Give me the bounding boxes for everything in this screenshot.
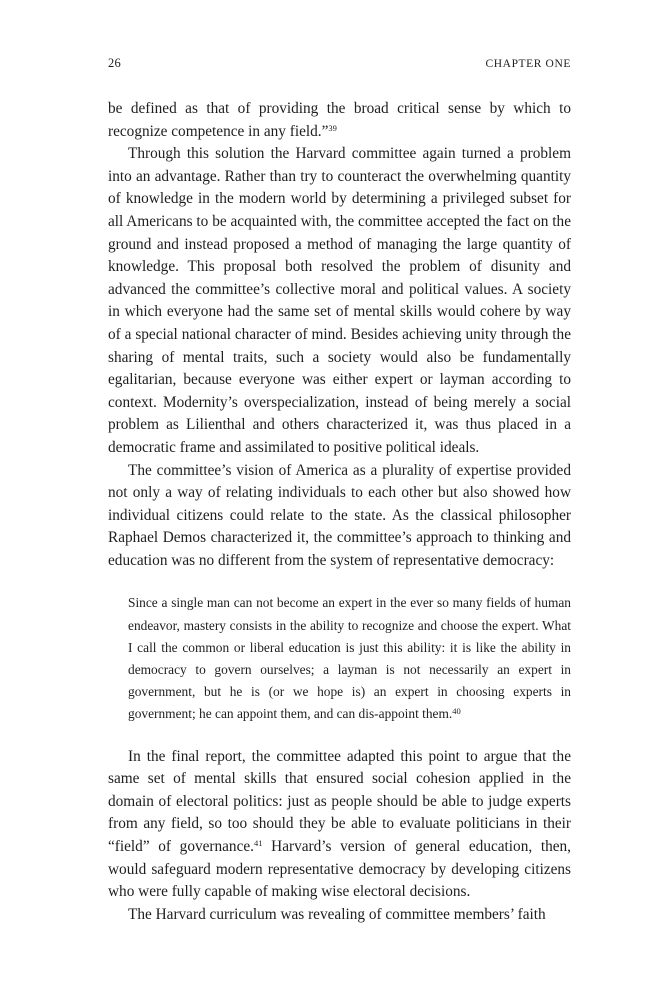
- body-text: [108, 98, 571, 926]
- paragraph-5: The Harvard curriculum was revealing of committee members’ faith: [128, 905, 546, 923]
- running-head: CHAPTER ONE: [485, 58, 571, 70]
- paragraph-1: [108, 98, 571, 143]
- paragraph-4: [108, 746, 571, 904]
- paragraph-3: The committee’s vision of America as a plurality of expertise provided not only a way of relating individuals to each other but also showed how individual citizens could relate to the state. As the classical philosopher Raphael Demos characterized it, the committee’s approach to thinking and education was no different from the system of representative democracy:: [108, 461, 571, 569]
- footnote-marker-39: 39: [328, 122, 337, 133]
- footnote-marker-40: 40: [452, 706, 461, 717]
- quote-text: Since a single man can not become an expert in the ever so many fields of human endeavor, mastery consists in the ability to recognize and choose the expert. What I call the common or liberal education is just this ability: it is like the ability in democracy to govern ourselves; a layman is not necessarily an expert in government, but he is (or we hope is) an expert in choosing experts in government; he can appoint them, and can dis-appoint them.: [128, 595, 571, 722]
- page-header: [108, 56, 571, 78]
- block-quote-text: [128, 592, 571, 725]
- paragraph-2: Through this solution the Harvard committee again turned a problem into an advantage. Rather than try to counteract the overwhelming quantity of knowledge in the modern world by determining a privileged subset for all Americans to be acquainted with, the committee accepted the fact on the ground and instead proposed a method of managing the large quantity of knowledge. This proposal both resolved the problem of disunity and advanced the committee’s collective moral and political values. A society in which everyone had the same set of mental skills would cohere by way of a special national character of mind. Besides achieving unity through the sharing of mental traits, such a society would also be fundamentally egalitarian, because everyone was either expert or layman according to context. Modernity’s overspecialization, instead of being merely a social problem as Lilienthal and others characterized it, was thus placed in a democratic frame and assimilated to positive political ideals.: [108, 145, 571, 456]
- book-page: [108, 56, 571, 926]
- paragraph-4-text-before: In the final report, the committee adapted this point to argue that the same set of mental skills that ensured social cohesion applied in the domain of electoral politics: just as people should be able to judge experts from any field, so too should they be able to evaluate politicians in their “field” of governance.: [108, 747, 571, 856]
- block-quote: [108, 592, 571, 725]
- page-number: 26: [108, 56, 121, 70]
- footnote-marker-41: 41: [254, 837, 263, 848]
- paragraph-1-text: be defined as that of providing the broad critical sense by which to recognize competence in any field.”: [108, 100, 571, 140]
- paragraph-4-text-after: Harvard’s version of general education, then, would safeguard modern representative democracy by developing citizens who were fully capable of making wise electoral decisions.: [108, 838, 571, 901]
